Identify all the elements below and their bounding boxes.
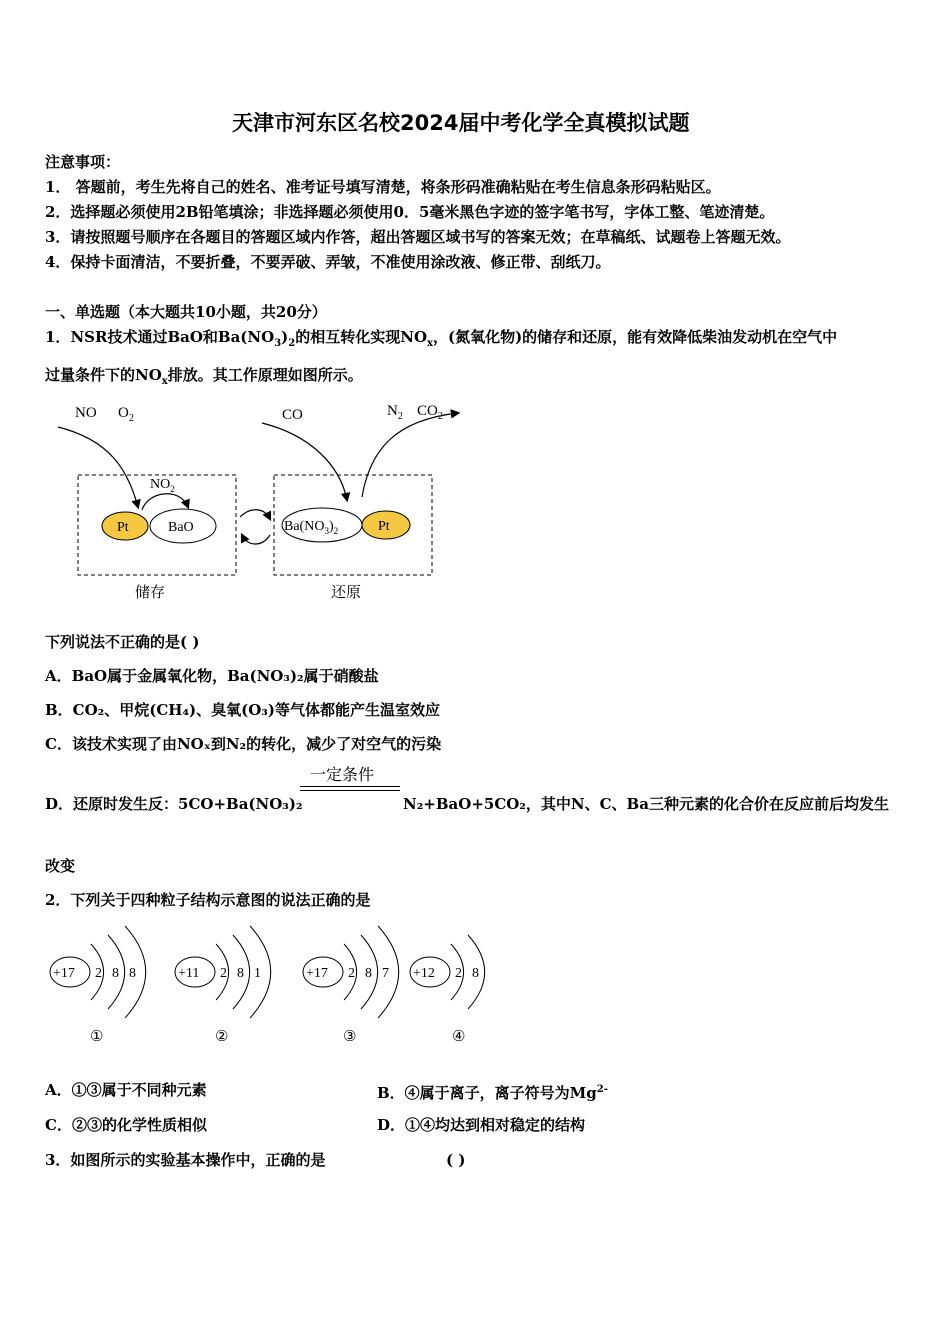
arrow-no2 xyxy=(142,494,188,510)
nucleus-label: +12 xyxy=(413,966,435,981)
reaction-line-top xyxy=(300,786,400,787)
shell-electron-count: 2 xyxy=(95,966,102,981)
q1-stem-part: ，(氮氧化物)的储存和还原，能有效降低柴油发动机在空气中 xyxy=(432,328,838,346)
nsr-diagram xyxy=(50,395,470,610)
q1-option-a: A．BaO属于金属氧化物，Ba(NO₃)₂属于硝酸盐 xyxy=(45,667,379,685)
q2-stem: 2．下列关于四种粒子结构示意图的说法正确的是 xyxy=(45,891,371,909)
label-reduce: 还原 xyxy=(331,583,362,601)
label-bano3: $Ba(NO_3)_2$ xyxy=(284,519,339,536)
q1-sub: x xyxy=(427,338,433,349)
label-no2: $NO_2$ xyxy=(150,477,175,494)
label-pt-2: Pt xyxy=(378,519,390,534)
notice-item-1: 1． 答题前，考生先将自己的姓名、准考证号填写清楚，将条形码准确粘贴在考生信息条形码粘贴区。 xyxy=(45,178,721,196)
shell-electron-count: 8 xyxy=(112,966,119,981)
nucleus-label: +11 xyxy=(178,966,200,981)
label-o2: $O_2$ xyxy=(118,405,134,424)
particle-number-label: ③ xyxy=(343,1029,357,1045)
shell-electron-count: 2 xyxy=(220,966,227,981)
q1-stem-part: 的相互转化实现NO xyxy=(295,328,428,346)
shell-electron-count: 1 xyxy=(254,966,261,981)
cycle-arrow-bottom xyxy=(242,535,270,544)
q1-sub: x xyxy=(161,376,168,387)
arrow-in-store xyxy=(58,427,138,507)
particle-diagrams xyxy=(40,915,510,1055)
q1-stem-part: ) xyxy=(281,328,289,346)
cycle-arrow-top xyxy=(240,510,270,519)
label-store: 储存 xyxy=(135,583,166,601)
q1-sub: 2 xyxy=(288,338,296,349)
q1-num: 1． xyxy=(45,328,71,346)
q2-option-b-text: B．④属于离子，离子符号为Mg xyxy=(377,1084,597,1102)
q1-sub: 3 xyxy=(274,338,282,349)
shell-electron-count: 2 xyxy=(455,966,462,981)
shell-electron-count: 8 xyxy=(129,966,136,981)
shell-electron-count: 8 xyxy=(365,966,372,981)
particle-diagram xyxy=(303,926,399,1045)
arrow-out-reduce xyxy=(362,413,458,497)
notice-item-2: 2．选择题必须使用2B铅笔填涂；非选择题必须使用0．5毫米黑色字迹的签字笔书写，字体工整、笔迹清楚。 xyxy=(45,203,775,221)
shell-electron-count: 8 xyxy=(237,966,244,981)
notice-item-3: 3．请按照题号顺序在各题目的答题区域内作答，超出答题区域书写的答案无效；在草稿纸、试题卷上答题无效。 xyxy=(45,228,791,246)
shell-electron-count: 8 xyxy=(472,966,479,981)
q1-stem-part: 过量条件下的NO xyxy=(45,366,162,384)
q1-stem xyxy=(45,327,837,354)
particle-number-label: ② xyxy=(215,1029,229,1045)
label-bao: BaO xyxy=(168,520,194,535)
q1-stem-part: 排放。其工作原理如图所示。 xyxy=(167,366,363,384)
q1-option-d-end: 改变 xyxy=(45,857,76,875)
label-co2: $CO_2$ xyxy=(417,403,443,422)
reaction-line-bottom xyxy=(300,790,400,791)
reaction-condition: 一定条件 xyxy=(310,765,375,784)
particle-number-label: ④ xyxy=(452,1029,466,1045)
label-no: NO xyxy=(75,405,97,421)
label-n2: $N_2$ xyxy=(387,403,403,422)
q3-paren: ( ) xyxy=(446,1151,466,1169)
arrow-in-reduce xyxy=(262,423,347,500)
nucleus-label: +17 xyxy=(53,966,75,981)
q2-option-a: A．①③属于不同种元素 xyxy=(45,1081,207,1099)
label-pt: Pt xyxy=(117,520,129,535)
section-heading: 一、单选题（本大题共10小题，共20分） xyxy=(45,303,327,321)
page-title: 天津市河东区名校2024届中考化学全真模拟试题 xyxy=(232,111,690,135)
q2-option-b-sup: 2- xyxy=(596,1084,608,1095)
q1-option-d: D．还原时发生反：5CO+Ba(NO₃)₂ xyxy=(45,795,303,813)
particle-diagram xyxy=(175,926,271,1045)
shell-electron-count: 7 xyxy=(382,966,389,981)
q1-stem-line2 xyxy=(45,365,363,392)
shell-electron-count: 2 xyxy=(348,966,355,981)
particle-number-label: ① xyxy=(90,1029,104,1045)
q2-option-c: C．②③的化学性质相似 xyxy=(45,1116,207,1134)
notice-heading: 注意事项： xyxy=(45,153,121,171)
label-co: CO xyxy=(282,407,303,423)
q1-stem-part: NSR技术通过BaO和Ba(NO xyxy=(70,328,275,346)
q2-option-d: D．①④均达到相对稳定的结构 xyxy=(377,1116,586,1134)
particle-diagram xyxy=(50,926,146,1045)
q1-option-d-cont: N₂+BaO+5CO₂，其中N、C、Ba三种元素的化合价在反应前后均发生 xyxy=(403,795,889,813)
q2-option-b xyxy=(377,1080,608,1103)
q1-option-b: B．CO₂、甲烷(CH₄)、臭氧(O₃)等气体都能产生温室效应 xyxy=(45,701,440,719)
q1-option-c: C．该技术实现了由NOₓ到N₂的转化，减少了对空气的污染 xyxy=(45,735,442,753)
nucleus-label: +17 xyxy=(306,966,328,981)
q1-question: 下列说法不正确的是( ) xyxy=(45,633,200,651)
notice-item-4: 4．保持卡面清洁，不要折叠，不要弄破、弄皱，不准使用涂改液、修正带、刮纸刀。 xyxy=(45,253,611,271)
q3-stem: 3．如图所示的实验基本操作中，正确的是 xyxy=(45,1151,326,1169)
particle-diagram xyxy=(410,935,485,1045)
